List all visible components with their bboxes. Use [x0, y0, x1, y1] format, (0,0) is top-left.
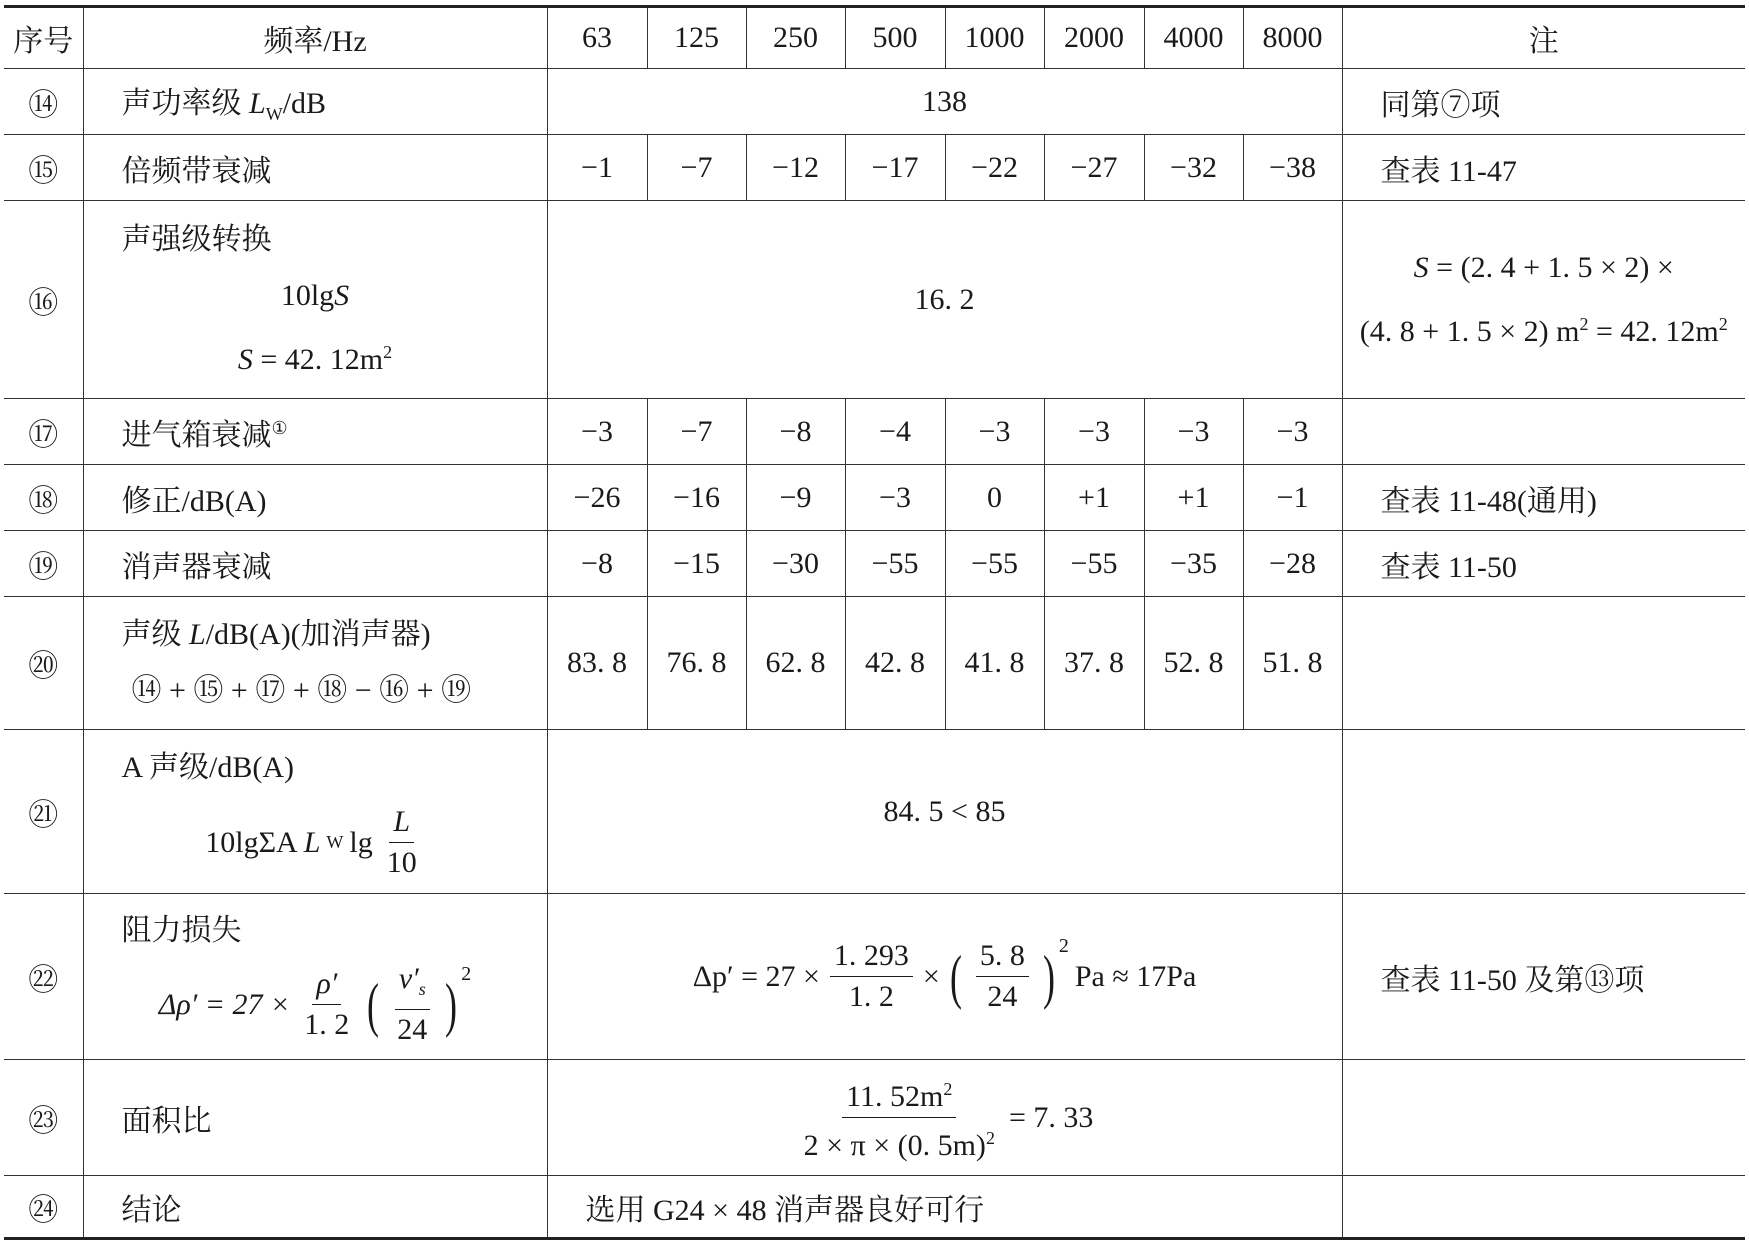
row-label: 结论: [83, 1176, 547, 1239]
band-value: −27: [1044, 135, 1144, 201]
row-no: ㉓: [4, 1060, 83, 1176]
band-value: 76. 8: [647, 597, 746, 730]
row-label: 面积比: [83, 1060, 547, 1176]
band-value: −3: [1243, 399, 1342, 465]
table-row: [4, 730, 1745, 894]
band-value: +1: [1144, 465, 1243, 531]
band-value: −4: [845, 399, 945, 465]
row-no: ⑳: [4, 597, 83, 730]
header-band: 63: [547, 7, 647, 69]
band-value: −3: [845, 465, 945, 531]
band-value: 83. 8: [547, 597, 647, 730]
row-no: ㉒: [4, 894, 83, 1060]
row-no: ⑮: [4, 135, 83, 201]
band-value: 51. 8: [1243, 597, 1342, 730]
row-note: S = (2. 4 + 1. 5 × 2) × (4. 8 + 1. 5 × 2) $m^2 = 42$. $12m^2$: [1342, 201, 1745, 399]
row-value: Δp′ = 27 × $\frac{1. 293}{1. 2}$ × ( $\frac{5. 8}{24}$ ) 2 Pa ≈ 17Pa: [547, 894, 1342, 1060]
row-value: 84. 5 < 85: [547, 730, 1342, 894]
table-row: [4, 1060, 1745, 1176]
row-label-title: 声强级转换: [121, 222, 272, 256]
band-value: −9: [746, 465, 845, 531]
table-row: [4, 597, 1745, 730]
row-formula: 10lgS: [280, 278, 350, 312]
row-note: [1342, 399, 1745, 465]
row-label: 进气箱衰减①: [83, 399, 547, 465]
table-row: [4, 531, 1745, 597]
band-value: −7: [647, 135, 746, 201]
header-band: 8000: [1243, 7, 1342, 69]
row-label: A 声级/dB(A) 10lgΣA L W lg $\frac{L}{10}$: [83, 730, 547, 894]
row-formula: 10lgΣA L W lg $\frac{L}{10}$: [122, 802, 547, 883]
band-value: −3: [1044, 399, 1144, 465]
row-formula: ⑭ + ⑮ + ⑰ + ⑱ − ⑯ + ⑲: [131, 674, 472, 707]
header-note: 注: [1342, 7, 1745, 69]
header-band: 500: [845, 7, 945, 69]
row-formula: S = 42. $12m^2$: [237, 341, 393, 376]
band-value: −28: [1243, 531, 1342, 597]
band-value: −8: [547, 531, 647, 597]
table-row: [4, 69, 1745, 135]
band-value: 37. 8: [1044, 597, 1144, 730]
row-no: ⑯: [4, 201, 83, 399]
row-note: 查表 11-48(通用): [1342, 465, 1745, 531]
band-value: −7: [647, 399, 746, 465]
header-row: [4, 7, 1745, 69]
row-note: [1342, 730, 1745, 894]
header-band: 2000: [1044, 7, 1144, 69]
band-value: −3: [547, 399, 647, 465]
table-row: [4, 399, 1745, 465]
row-no: ⑭: [4, 69, 83, 135]
row-no: ⑰: [4, 399, 83, 465]
row-label: 倍频带衰减: [83, 135, 547, 201]
band-value: +1: [1044, 465, 1144, 531]
row-label: 修正/dB(A): [83, 465, 547, 531]
band-value: −1: [1243, 465, 1342, 531]
band-value: 41. 8: [945, 597, 1044, 730]
band-value: −55: [1044, 531, 1144, 597]
row-label: 阻力损失 Δρ′ = 27 × $\frac{\rho'}{1. 2}$ ( $\frac{v'_s}{24}$ ) 2: [83, 894, 547, 1060]
band-value: −8: [746, 399, 845, 465]
header-no: 序号: [4, 7, 83, 69]
band-value: 0: [945, 465, 1044, 531]
silencer-calculation-table: [4, 5, 1745, 1240]
row-note: 查表 11-47: [1342, 135, 1745, 201]
row-value: 16. 2: [547, 201, 1342, 399]
row-label: 声功率级 $L_W/dB$: [83, 69, 547, 135]
header-band: 125: [647, 7, 746, 69]
table-row: [4, 1176, 1745, 1239]
band-value: −22: [945, 135, 1044, 201]
row-no: ㉔: [4, 1176, 83, 1239]
row-note: 查表 11-50: [1342, 531, 1745, 597]
row-no: ⑱: [4, 465, 83, 531]
header-frequency: 频率/Hz: [83, 7, 547, 69]
table-row: [4, 201, 1745, 399]
row-label: 声级 L/dB(A)(加消声器) ⑭ + ⑮ + ⑰ + ⑱ − ⑯ + ⑲: [83, 597, 547, 730]
header-band: 1000: [945, 7, 1044, 69]
band-value: −30: [746, 531, 845, 597]
table-row: [4, 135, 1745, 201]
band-value: −35: [1144, 531, 1243, 597]
row-label: [83, 201, 547, 399]
row-value: 选用 G24 × 48 消声器良好可行: [547, 1176, 1342, 1239]
band-value: −16: [647, 465, 746, 531]
band-value: −3: [1144, 399, 1243, 465]
row-note: [1342, 1176, 1745, 1239]
row-note: [1342, 1060, 1745, 1176]
band-value: −55: [945, 531, 1044, 597]
header-band: 4000: [1144, 7, 1243, 69]
table-row: [4, 465, 1745, 531]
row-formula: Δρ′ = 27 × $\frac{\rho'}{1. 2}$ ( $\frac{v'_s}{24}$ ) 2: [122, 959, 547, 1050]
band-value: −55: [845, 531, 945, 597]
row-note: [1342, 597, 1745, 730]
band-value: 52. 8: [1144, 597, 1243, 730]
row-note: 查表 11-50 及第⑬项: [1342, 894, 1745, 1060]
header-band: 250: [746, 7, 845, 69]
band-value: 62. 8: [746, 597, 845, 730]
band-value: −32: [1144, 135, 1243, 201]
band-value: −12: [746, 135, 845, 201]
row-value: $\frac{11. 52m^2}{2 \times \pi \times (0. 5m)^2}$ = 7. 33: [547, 1060, 1342, 1176]
row-no: ⑲: [4, 531, 83, 597]
table-row: [4, 894, 1745, 1060]
row-no: ㉑: [4, 730, 83, 894]
row-label: 消声器衰减: [83, 531, 547, 597]
band-value: −3: [945, 399, 1044, 465]
band-value: −1: [547, 135, 647, 201]
band-value: 42. 8: [845, 597, 945, 730]
row-value: 138: [547, 69, 1342, 135]
band-value: −15: [647, 531, 746, 597]
band-value: −26: [547, 465, 647, 531]
band-value: −38: [1243, 135, 1342, 201]
band-value: −17: [845, 135, 945, 201]
row-note: 同第⑦项: [1342, 69, 1745, 135]
